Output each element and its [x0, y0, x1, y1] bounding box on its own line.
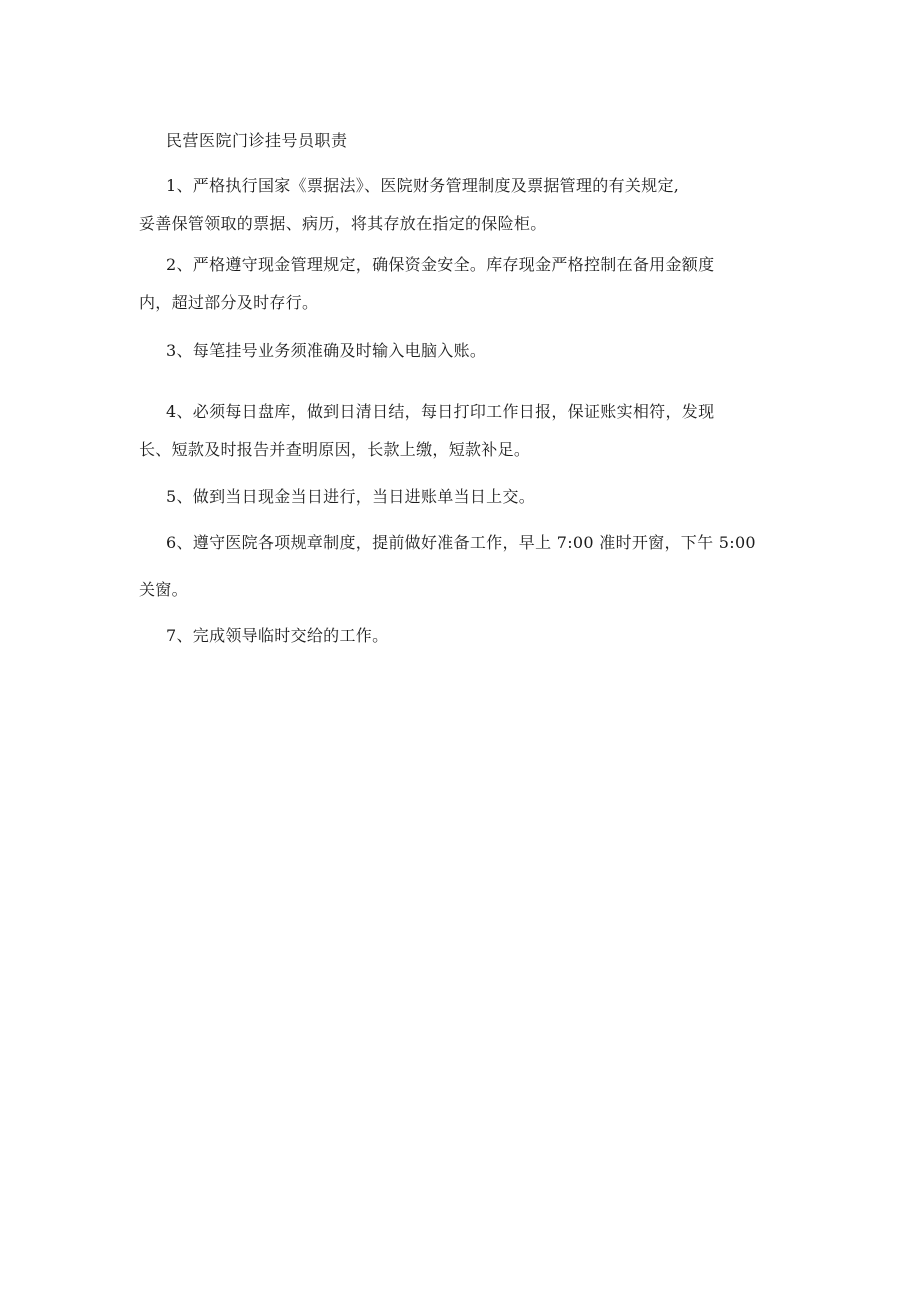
duty-item-4: [139, 400, 799, 462]
duty-item-2: [139, 253, 799, 315]
duty-item-6-line-1: 6、遵守医院各项规章制度，提前做好准备工作，早上 7:00 准时开窗，下午 5:00: [166, 533, 756, 552]
duty-item-1-line-2: 妥善保管领取的票据、病历，将其存放在指定的保险柜。: [139, 214, 547, 233]
duty-item-1: [139, 174, 799, 236]
duty-item-6: [139, 531, 799, 602]
duty-item-7-line-1: 7、完成领导临时交给的工作。: [166, 626, 389, 645]
duty-item-5: [139, 485, 799, 509]
duty-item-4-line-2: 长、短款及时报告并查明原因，长款上缴，短款补足。: [139, 440, 531, 459]
duty-item-5-line-1: 5、做到当日现金当日进行，当日进账单当日上交。: [166, 487, 536, 506]
duty-item-1-line-1: 1、严格执行国家《票据法》、医院财务管理制度及票据管理的有关规定,: [166, 176, 680, 195]
duty-item-3-line-1: 3、每笔挂号业务须准确及时输入电脑入账。: [166, 341, 487, 360]
duty-item-7: [139, 624, 799, 648]
duty-item-6-line-2: 关窗。: [139, 580, 188, 599]
duty-item-2-line-1: 2、严格遵守现金管理规定，确保资金安全。库存现金严格控制在备用金额度: [166, 255, 715, 274]
duty-item-4-line-1: 4、必须每日盘库，做到日清日结，每日打印工作日报，保证账实相符，发现: [166, 402, 715, 421]
document-title: 民营医院门诊挂号员职责: [166, 131, 348, 150]
duty-item-3: [139, 339, 799, 363]
duty-item-2-line-2: 内，超过部分及时存行。: [139, 293, 319, 312]
